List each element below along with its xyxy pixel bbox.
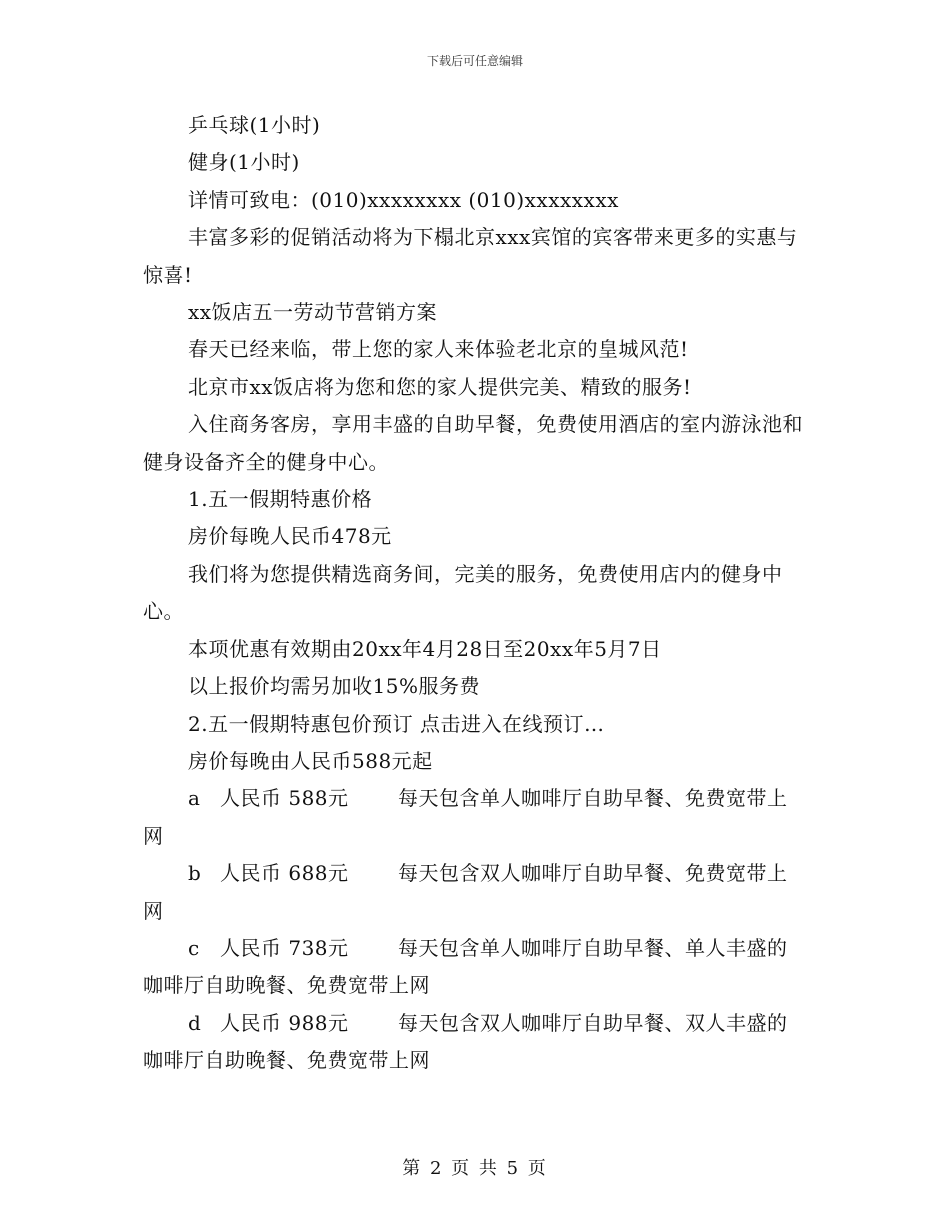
paragraph: 以上报价均需另加收15%服务费	[188, 674, 480, 699]
paragraph: 本项优惠有效期由20xx年4月28日至20xx年5月7日	[188, 636, 662, 661]
paragraph: 我们将为您提供精选商务间，完美的服务，免费使用店内的健身中心。	[143, 561, 783, 624]
option-letter: b	[188, 861, 202, 886]
paragraph: 房价每晚人民币478元	[188, 524, 392, 549]
option-letter: a	[188, 786, 201, 811]
subsection-title: 1.五一假期特惠价格	[188, 487, 373, 512]
option-price: 人民币 738元	[220, 935, 349, 960]
subsection-title: 2.五一假期特惠包价预订 点击进入在线预订…	[188, 711, 605, 736]
package-option-b	[143, 855, 813, 930]
page-header: 下载后可任意编辑	[426, 54, 523, 68]
page-footer: 第 2 页 共 5 页	[402, 1158, 548, 1179]
option-price: 人民币 688元	[220, 861, 349, 886]
paragraph: 房价每晚由人民币588元起	[188, 748, 433, 773]
option-price: 人民币 988元	[220, 1010, 349, 1035]
option-description: 每天包含双人咖啡厅自助早餐、免费宽带上	[398, 861, 788, 886]
option-description-continued: 咖啡厅自助晚餐、免费宽带上网	[143, 973, 430, 998]
document-body	[143, 107, 813, 1080]
option-description: 每天包含单人咖啡厅自助早餐、免费宽带上	[398, 786, 788, 811]
package-option-c	[143, 930, 813, 1005]
option-description-continued: 网	[143, 898, 164, 923]
paragraph: 健身(1小时)	[188, 150, 300, 175]
paragraph: 乒乓球(1小时)	[188, 113, 321, 137]
option-description: 每天包含双人咖啡厅自助早餐、双人丰盛的	[398, 1010, 788, 1035]
paragraph: 丰富多彩的促销活动将为下榻北京xxx宾馆的宾客带来更多的实惠与惊喜!	[143, 225, 798, 287]
option-description-continued: 网	[143, 823, 164, 848]
paragraph: 北京市xx饭店将为您和您的家人提供完美、精致的服务!	[188, 374, 692, 399]
option-letter: d	[188, 1010, 202, 1035]
option-description-continued: 咖啡厅自助晚餐、免费宽带上网	[143, 1048, 430, 1073]
paragraph: 春天已经来临，带上您的家人来体验老北京的皇城风范!	[188, 337, 689, 362]
package-option-d	[143, 1005, 813, 1080]
option-description: 每天包含单人咖啡厅自助早餐、单人丰盛的	[398, 935, 788, 960]
paragraph: 详情可致电：(010)xxxxxxxx (010)xxxxxxxx	[188, 187, 619, 212]
package-option-a	[143, 780, 813, 855]
section-title: xx饭店五一劳动节营销方案	[188, 300, 438, 325]
option-price: 人民币 588元	[220, 786, 349, 811]
paragraph: 入住商务客房，享用丰盛的自助早餐，免费使用酒店的室内游泳池和健身设备齐全的健身中心。	[143, 412, 803, 474]
option-letter: c	[188, 935, 200, 960]
